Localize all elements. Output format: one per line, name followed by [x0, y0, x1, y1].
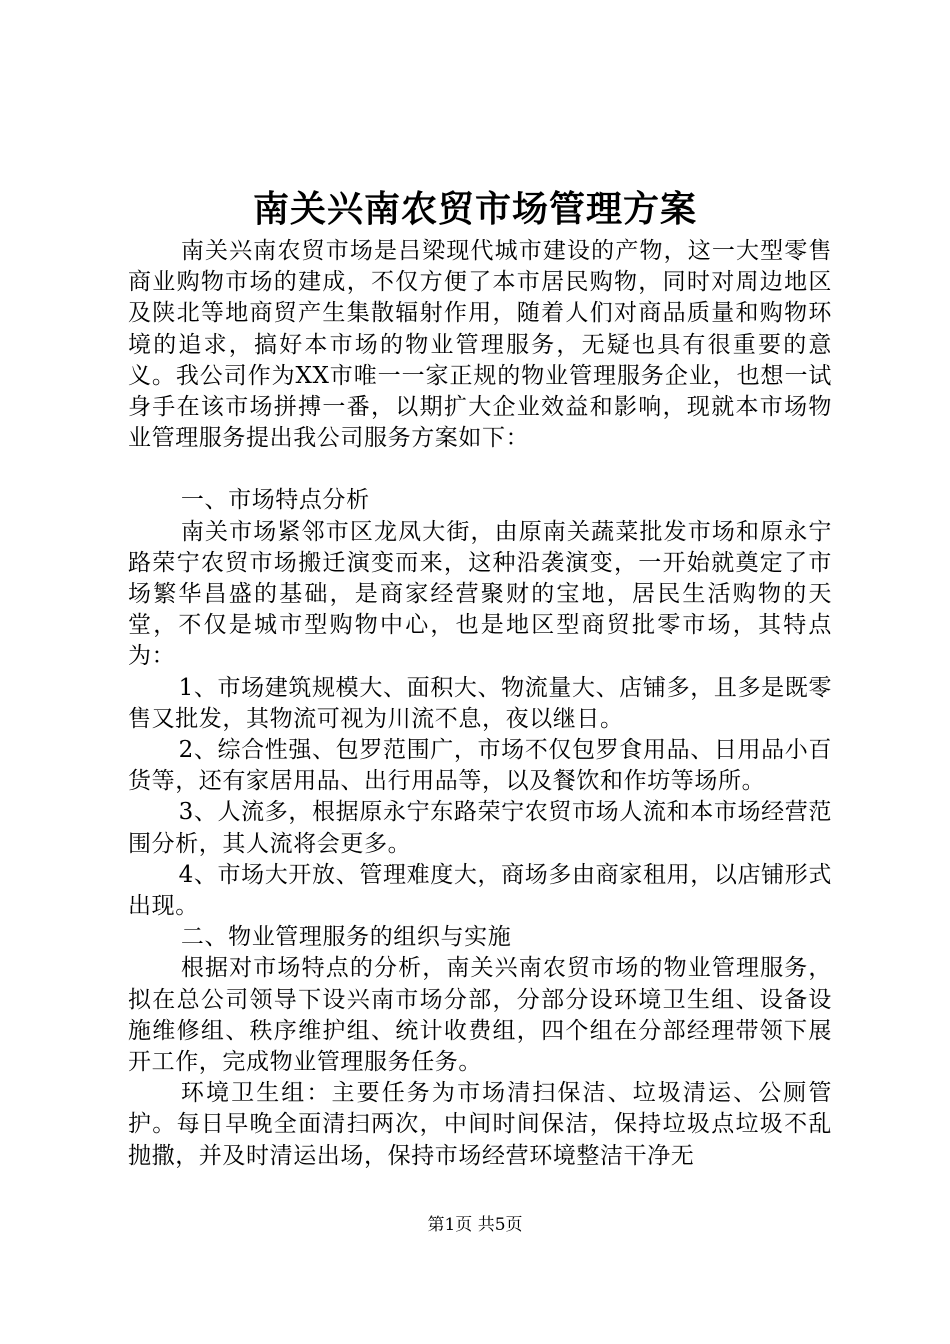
market-features-paragraph: 南关市场紧邻市区龙凤大街，由原南关蔬菜批发市场和原永宁路荣宁农贸市场搬迁演变而来，这种沿袭演变，一开始就奠定了市场繁华昌盛的基础，是商家经营聚财的宝地，居民生活购物的天堂，不仅是城市型购物中心，也是地区型商贸批零市场，其特点为： [128, 518, 832, 670]
feature-item-1: 1、市场建筑规模大、面积大、物流量大、店铺多，且多是既零售又批发，其物流可视为川流不息，夜以继日。 [128, 674, 832, 732]
feature-item-2: 2、综合性强、包罗范围广，市场不仅包罗食用品、日用品小百货等，还有家居用品、出行用品等，以及餐饮和作坊等场所。 [128, 737, 832, 795]
organization-paragraph: 根据对市场特点的分析，南关兴南农贸市场的物业管理服务，拟在总公司领导下设兴南市场分部，分部分设环境卫生组、设备设施维修组、秩序维护组、统计收费组，四个组在分部经理带领下展开工作，完成物业管理服务任务。 [128, 955, 832, 1076]
section-heading-2: 二、物业管理服务的组织与实施 [180, 924, 512, 951]
document-title: 南关兴南农贸市场管理方案 [252, 188, 697, 230]
page-number-footer: 第1页 共5页 [427, 1215, 523, 1235]
section-heading-1: 一、市场特点分析 [180, 487, 370, 514]
feature-item-3: 3、人流多，根据原永宁东路荣宁农贸市场人流和本市场经营范围分析，其人流将会更多。 [128, 799, 832, 857]
intro-paragraph: 南关兴南农贸市场是吕梁现代城市建设的产物，这一大型零售商业购物市场的建成，不仅方便了本市居民购物，同时对周边地区及陕北等地商贸产生集散辐射作用，随着人们对商品质量和购物环境的追求，搞好本市场的物业管理服务，无疑也具有很重要的意义。我公司作为XX市唯一一家正规的物业管理服务企业，也想一试身手在该市场拼搏一番，以期扩大企业效益和影响，现就本市场物业管理服务提出我公司服务方案如下： [128, 238, 832, 452]
document-body [128, 236, 832, 1172]
sanitation-group-paragraph: 环境卫生组：主要任务为市场清扫保洁、垃圾清运、公厕管护。每日早晚全面清扫两次，中间时间保洁，保持垃圾点垃圾不乱抛撒，并及时清运出场，保持市场经营环境整洁干净无 [128, 1080, 832, 1169]
feature-item-4: 4、市场大开放、管理难度大，商场多由商家租用，以店铺形式出现。 [128, 861, 832, 920]
